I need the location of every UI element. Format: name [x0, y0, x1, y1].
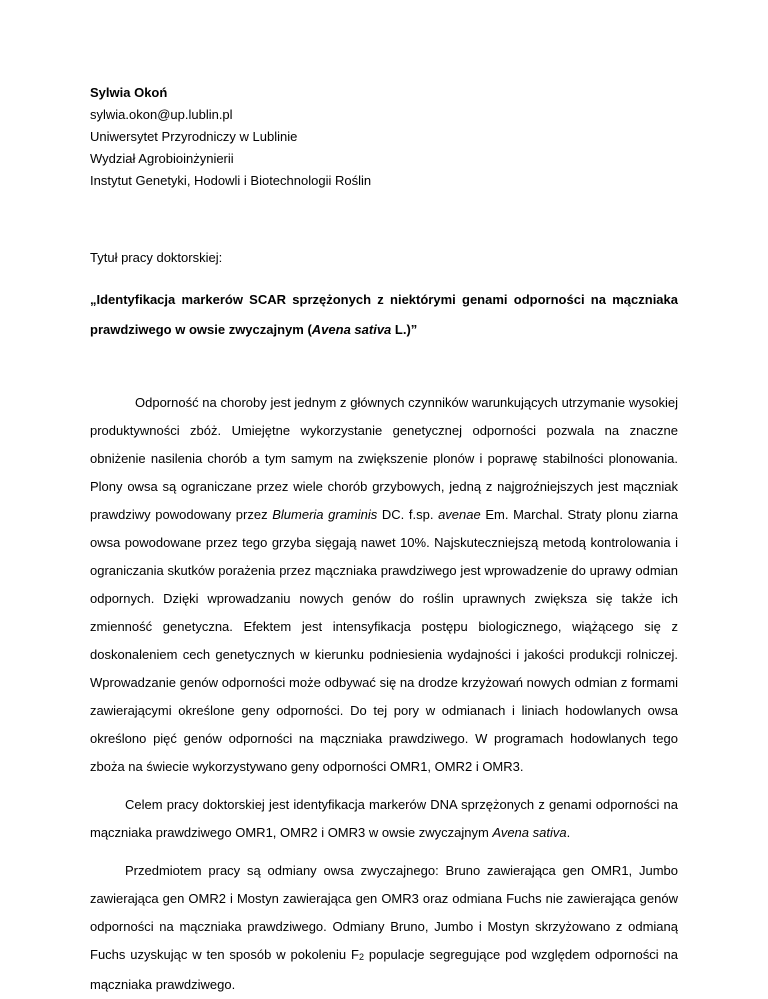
paragraph-2-text-a: Celem pracy doktorskiej jest identyfikacja markerów DNA sprzężonych z genami odporności na mączniaka prawdziwego OMR1, OMR2 i OMR3 w owsie zwyczajnym	[90, 797, 678, 840]
paragraph-1-text-c: Em. Marchal. Straty plonu ziarna owsa powodowane przez tego grzyba sięgają nawet 10%. Najskuteczniejszą metodą kontrolowania i ograniczania skutków porażenia przez mączniaka prawdziwego jest wprowadzenie do uprawy odmian odpornych. Dzięki wprowadzaniu nowych genów do roślin uprawnych zwiększa się także ich zmienność genetyczna. Efektem jest intensyfikacja postępu biologicznego, wiążącego się z doskonaleniem cech genetycznych w kierunku podniesienia wydajności i jakości produkcji rolniczej. Wprowadzanie genów odporności może odbywać się na drodze krzyżowań nowych odmian z formami zawierającymi określone geny odporności. Do tej pory w odmianach i liniach hodowlanych owsa określono pięć genów odporności na mączniaka prawdziwego. W programach hodowlanych tego zboża na świecie wykorzystywano geny odporności OMR1, OMR2 i OMR3.	[90, 507, 678, 774]
thesis-label: Tytuł pracy doktorskiej:	[90, 250, 223, 265]
paragraph-3-subscript: 2	[358, 952, 364, 962]
paragraph-1-text-a: Odporność na choroby jest jednym z głównych czynników warunkujących utrzymanie wysokiej produktywności zbóż. Umiejętne wykorzystanie genetycznej odporności pozwala na znaczne obniżenie nasilenia chorób a tym samym na zwiększenie plonów i poprawę stabilności plonowania. Plony owsa są ograniczane przez wiele chorób grzybowych, jedną z najgroźniejszych jest mączniak prawdziwy powodowany przez	[90, 395, 678, 522]
paragraph-1-forma: avenae	[438, 507, 481, 522]
author-university: Uniwersytet Przyrodniczy w Lublinie	[90, 129, 298, 144]
author-faculty: Wydział Agrobioinżynierii	[90, 151, 234, 166]
paragraph-1	[90, 389, 678, 781]
paragraph-1-species: Blumeria graminis	[272, 507, 378, 522]
paragraph-2	[90, 791, 678, 847]
paragraph-2-text-b: .	[566, 825, 571, 840]
thesis-title-part1: „Identyfikacja markerów SCAR sprzężonych z niektórymi genami odporności na mączniaka prawdziwego w owsie zwyczajnym (	[90, 292, 678, 337]
author-block	[90, 82, 678, 192]
paragraph-3	[90, 857, 678, 999]
thesis-title-latin: Avena sativa	[311, 322, 392, 337]
thesis-title-part2: L.)”	[391, 322, 418, 337]
author-name: Sylwia Okoń	[90, 85, 168, 100]
thesis-title	[90, 285, 678, 345]
paragraph-3-text-a: Przedmiotem pracy są odmiany owsa zwyczajnego: Bruno zawierająca gen OMR1, Jumbo zawierająca gen OMR2 i Mostyn zawierająca gen OMR3 oraz odmiana Fuchs nie zawierająca genów odporności na mączniaka prawdziwego. Odmiany Bruno, Jumbo i Mostyn skrzyżowano z odmianą Fuchs uzyskując w ten sposób w pokoleniu F	[90, 863, 678, 962]
paragraph-3-text-b: populacje segregujące pod względem odporności na mączniaka prawdziwego.	[90, 947, 678, 992]
paragraph-1-text-b: DC. f.sp.	[377, 507, 439, 522]
author-email: sylwia.okon@up.lublin.pl	[90, 107, 233, 122]
paragraph-2-species: Avena sativa	[492, 825, 567, 840]
author-institute: Instytut Genetyki, Hodowli i Biotechnologii Roślin	[90, 173, 372, 188]
